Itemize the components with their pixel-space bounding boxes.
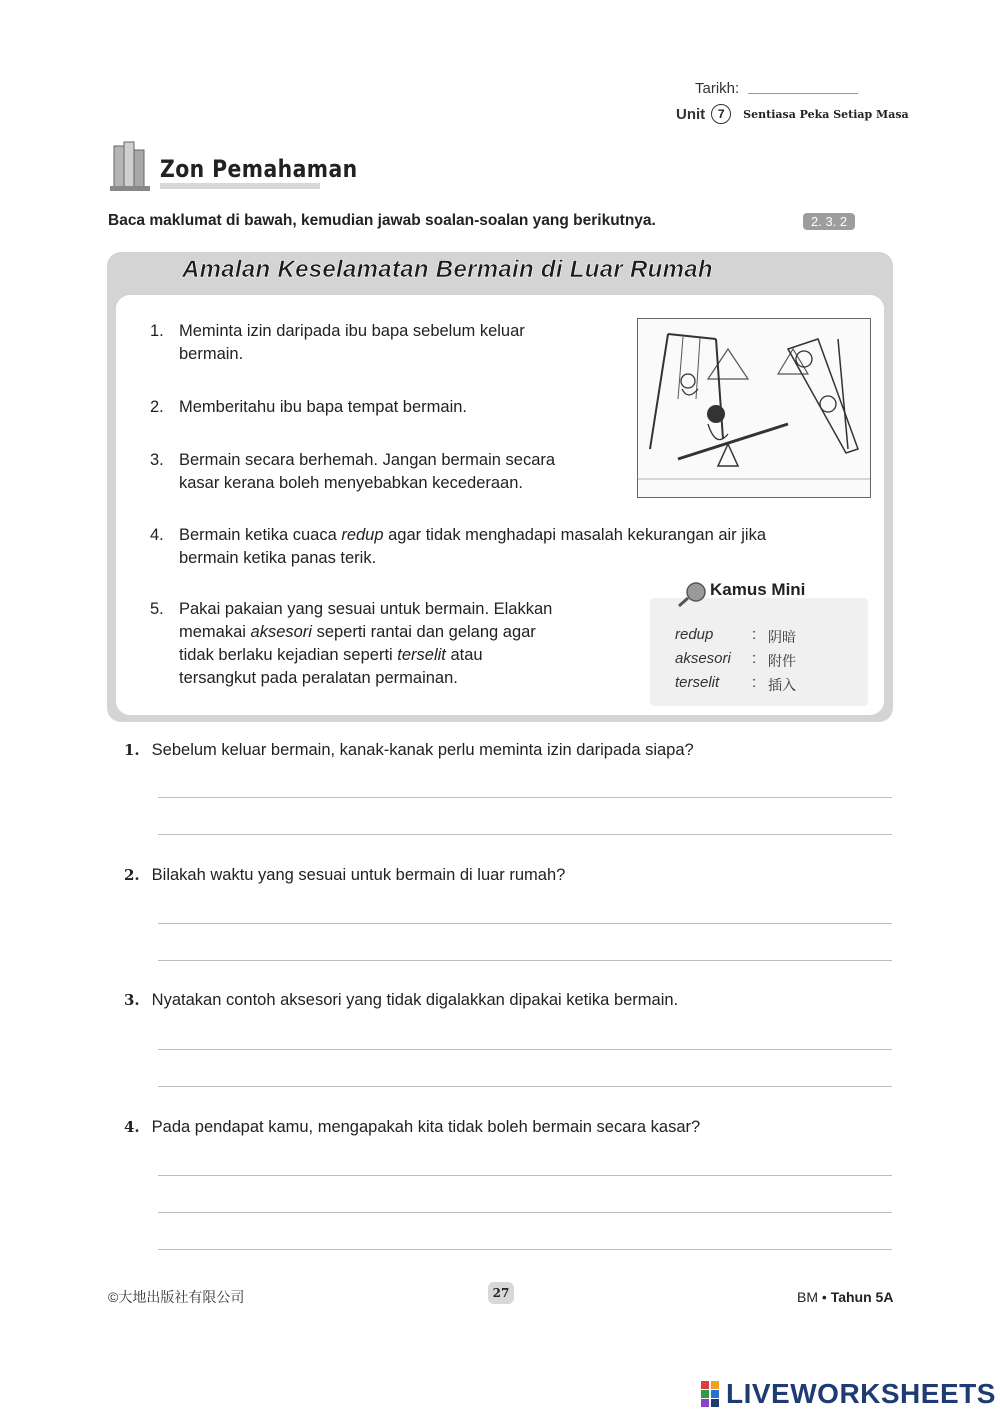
item-number: 1.	[150, 322, 164, 340]
item-text: agar tidak menghadapi masalah kekurangan air jika	[383, 526, 767, 544]
item-line: Pakai pakaian yang sesuai untuk bermain. Elakkan	[179, 600, 553, 618]
kamus-mini-title: Kamus Mini	[710, 580, 806, 599]
question-text: Pada pendapat kamu, mengapakah kita tidak boleh bermain secara kasar?	[151, 1118, 701, 1136]
item-text: tidak berlaku kejadian seperti	[179, 646, 398, 664]
answer-line[interactable]	[158, 1049, 892, 1050]
kamus-meaning: 阴暗	[768, 629, 796, 645]
series-separator: •	[821, 1289, 827, 1305]
liveworksheets-logo-icon	[700, 1380, 720, 1408]
item-line	[179, 524, 879, 547]
date-label: Tarikh:	[695, 80, 740, 97]
question-text: Bilakah waktu yang sesuai untuk bermain di luar rumah?	[151, 866, 566, 884]
answer-line[interactable]	[158, 834, 892, 835]
question-4	[124, 1118, 700, 1137]
item-line: Memberitahu ibu bapa tempat bermain.	[179, 398, 467, 416]
unit-header	[676, 104, 909, 124]
copyright-text: ©大地出版社有限公司	[108, 1289, 245, 1305]
page-number: 27	[488, 1282, 514, 1304]
item-line: tersangkut pada peralatan permainan.	[179, 669, 458, 687]
playground-illustration	[637, 318, 871, 498]
item-line	[179, 621, 649, 644]
answer-line[interactable]	[158, 1212, 892, 1213]
date-input-line[interactable]	[748, 93, 858, 94]
question-text: Sebelum keluar bermain, kanak-kanak perlu meminta izin daripada siapa?	[151, 741, 694, 759]
answer-line[interactable]	[158, 960, 892, 961]
series-prefix: BM	[797, 1289, 818, 1305]
item-text: seperti rantai dan gelang agar	[311, 623, 536, 641]
question-1	[124, 741, 694, 760]
item-text: atau	[445, 646, 483, 664]
section-title: Zon Pemahaman	[160, 155, 358, 183]
item-number: 3.	[150, 451, 164, 469]
item-line: bermain.	[179, 345, 244, 363]
question-number: 2.	[124, 866, 140, 884]
kamus-meaning: 附件	[768, 653, 796, 669]
standard-code-badge: 2. 3. 2	[803, 213, 855, 230]
unit-word: Unit	[676, 105, 706, 123]
question-3	[124, 991, 678, 1010]
kamus-colon: :	[752, 626, 757, 643]
question-text: Nyatakan contoh aksesori yang tidak digalakkan dipakai ketika bermain.	[151, 991, 679, 1009]
books-icon	[108, 140, 154, 192]
unit-title: Sentiasa Peka Setiap Masa	[743, 107, 909, 121]
item-text: memakai	[179, 623, 251, 641]
magnifier-icon	[676, 580, 710, 608]
liveworksheets-brand: LIVEWORKSHEETS	[726, 1378, 996, 1409]
keyword-aksesori: aksesori	[250, 623, 312, 641]
item-number: 2.	[150, 398, 164, 416]
item-line: Bermain secara berhemah. Jangan bermain secara	[179, 451, 556, 469]
kamus-word: redup	[675, 626, 714, 643]
answer-line[interactable]	[158, 797, 892, 798]
item-line: Meminta izin daripada ibu bapa sebelum keluar	[179, 322, 525, 340]
keyword-redup: redup	[341, 526, 384, 544]
section-underline	[160, 183, 320, 189]
kamus-colon: :	[752, 674, 757, 691]
kamus-word: aksesori	[675, 650, 731, 667]
passage-title: Amalan Keselamatan Bermain di Luar Rumah	[182, 256, 713, 283]
kamus-word: terselit	[675, 674, 720, 691]
item-number: 4.	[150, 526, 164, 544]
item-number: 5.	[150, 600, 164, 618]
item-line	[179, 644, 649, 667]
item-line: bermain ketika panas terik.	[179, 549, 377, 567]
question-number: 3.	[124, 991, 140, 1009]
item-line: kasar kerana boleh menyebabkan kecederaan.	[179, 474, 523, 492]
answer-line[interactable]	[158, 1175, 892, 1176]
question-2	[124, 866, 565, 885]
series-label	[797, 1289, 893, 1305]
series-name: Tahun 5A	[830, 1289, 894, 1305]
question-number: 4.	[124, 1118, 140, 1136]
answer-line[interactable]	[158, 1086, 892, 1087]
keyword-terselit: terselit	[397, 646, 446, 664]
unit-number: 7	[711, 104, 731, 124]
question-number: 1.	[124, 741, 140, 759]
answer-line[interactable]	[158, 923, 892, 924]
answer-line[interactable]	[158, 1249, 892, 1250]
kamus-meaning: 插入	[768, 677, 796, 693]
kamus-colon: :	[752, 650, 757, 667]
liveworksheets-logo	[700, 1378, 996, 1410]
item-text: Bermain ketika cuaca	[179, 526, 342, 544]
instruction-text: Baca maklumat di bawah, kemudian jawab soalan-soalan yang berikutnya.	[108, 212, 656, 229]
